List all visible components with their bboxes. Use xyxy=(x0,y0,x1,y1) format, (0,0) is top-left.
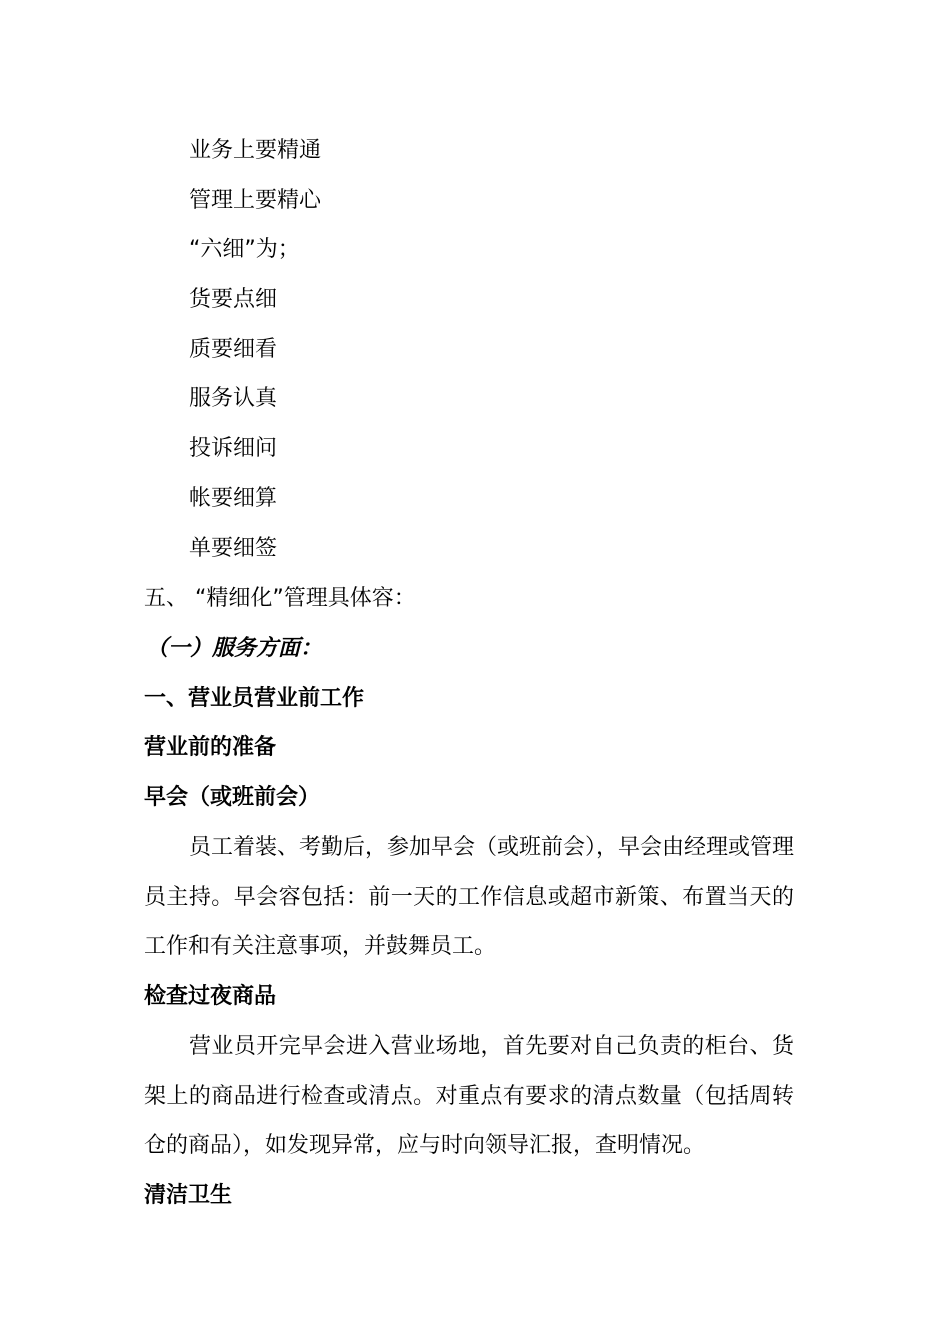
list-line-service: 服务认真 xyxy=(189,386,278,411)
section-heading-five: 五、 “精细化”管理具体容： xyxy=(144,586,416,611)
list-line-six-details-intro: “六细”为； xyxy=(189,237,300,262)
paragraph-check-goods: 营业员开完早会进入营业场地，首先要对自己负责的柜台、货架上的商品进行检查或清点。对重点有要求的清点数量（包括周转仓的商品），如发现异常，应与时向领导汇报，查明情况。 xyxy=(144,1034,794,1159)
paragraph-morning-meeting: 员工着装、考勤后，参加早会（或班前会），早会由经理或管理员主持。早会容包括：前一天的工作信息或超市新策、布置当天的工作和有关注意事项，并鼓舞员工。 xyxy=(144,835,795,960)
heading-morning-meeting: 早会（或班前会） xyxy=(144,785,321,810)
list-line-complaints: 投诉细问 xyxy=(189,436,278,461)
heading-preparation: 营业前的准备 xyxy=(144,735,277,760)
heading-check-goods: 检查过夜商品 xyxy=(144,984,277,1009)
list-line-quality: 质要细看 xyxy=(189,337,278,362)
list-line-receipts: 单要细签 xyxy=(189,536,278,561)
list-line-business: 业务上要精通 xyxy=(189,138,322,163)
list-line-management: 管理上要精心 xyxy=(189,188,322,213)
list-line-accounts: 帐要细算 xyxy=(189,486,278,511)
heading-pre-work: 一、营业员营业前工作 xyxy=(144,686,365,711)
heading-cleaning: 清洁卫生 xyxy=(144,1183,233,1208)
sub-heading-service: （一）服务方面： xyxy=(146,636,323,661)
list-line-goods: 货要点细 xyxy=(189,287,278,312)
